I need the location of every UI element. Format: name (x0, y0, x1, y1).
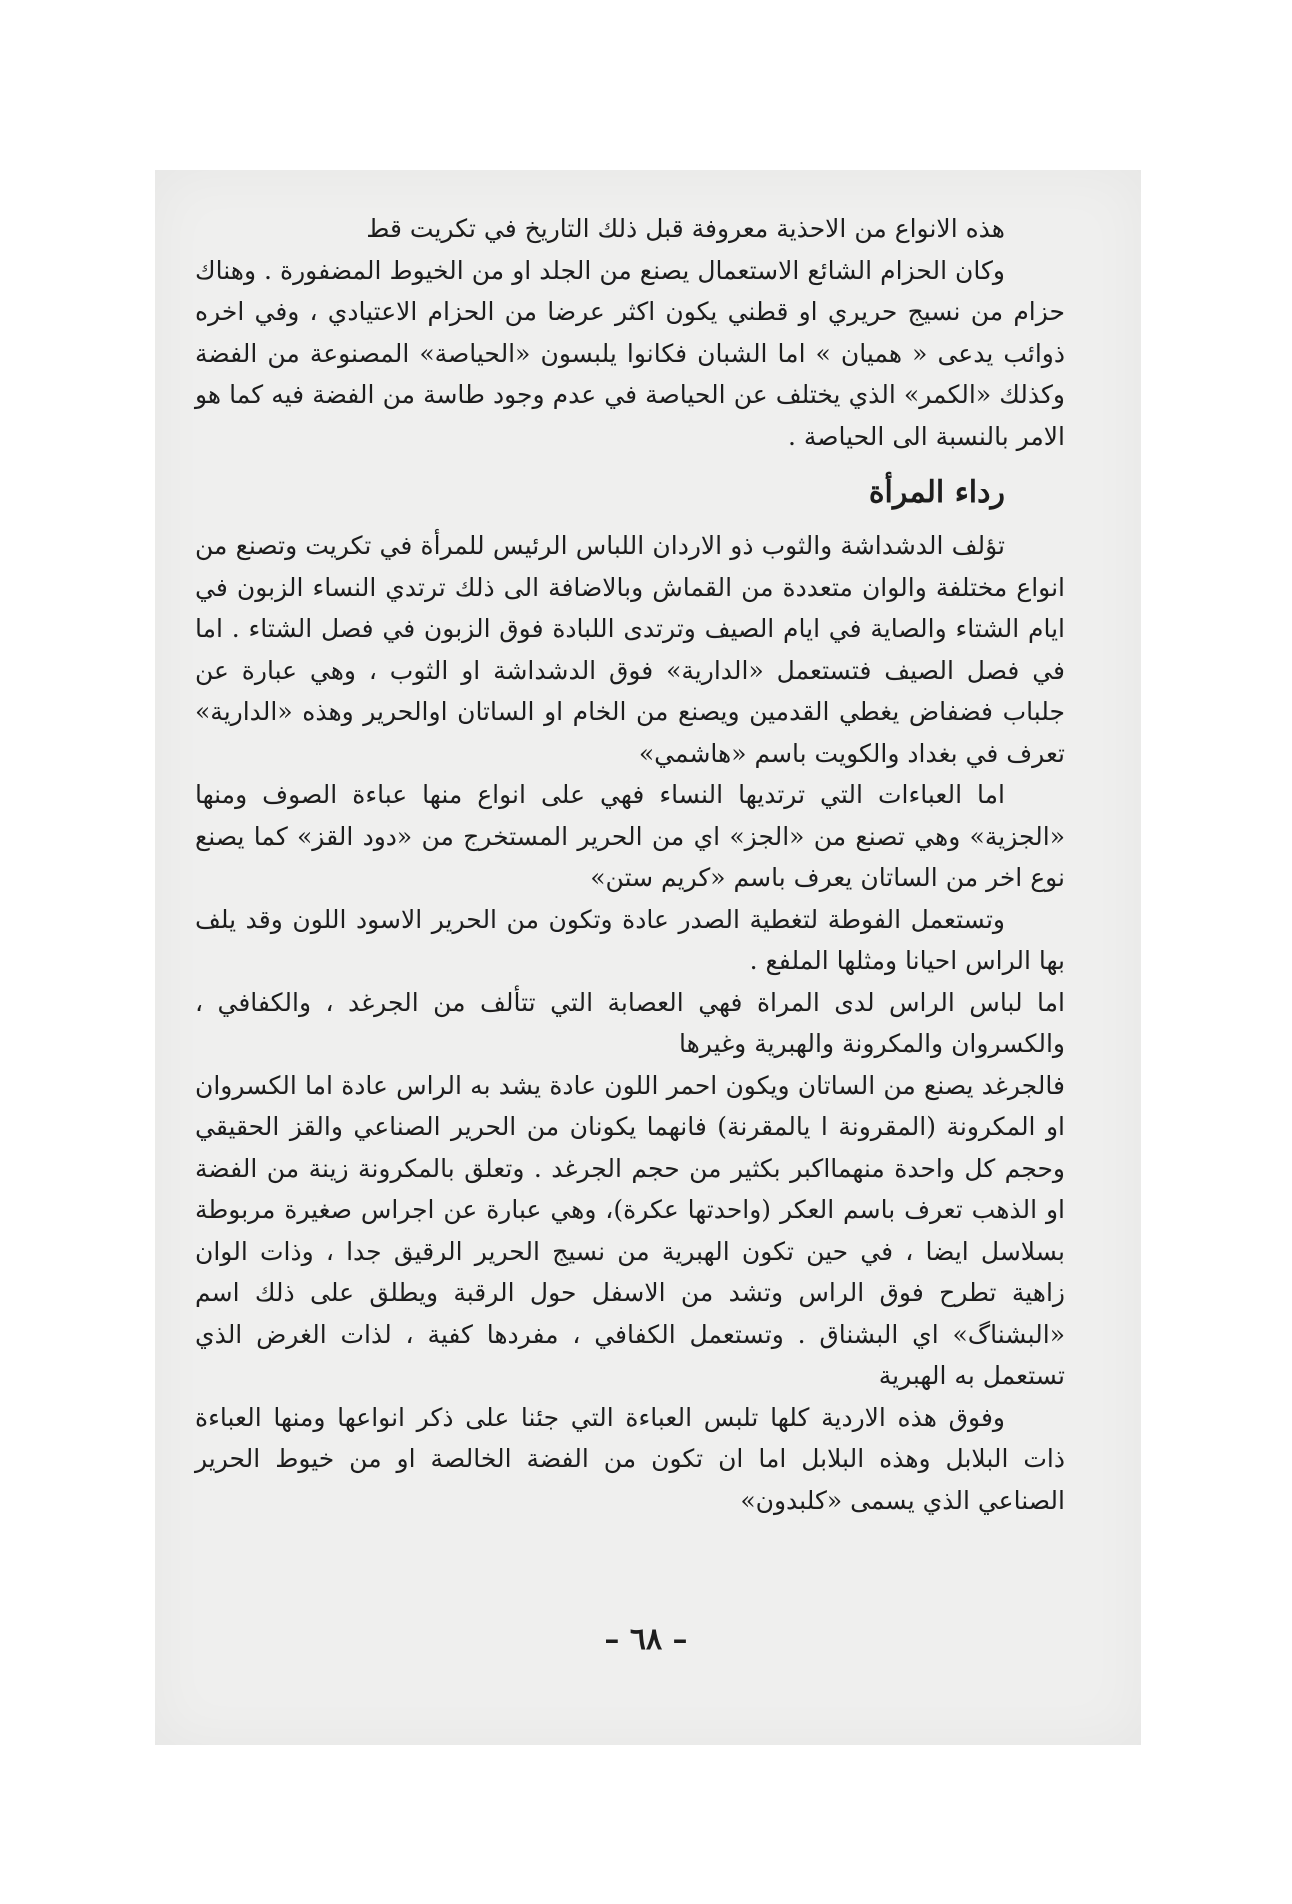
paragraph: وفوق هذه الاردية كلها تلبس العباءة التي جئنا على ذكر انواعها ومنها العباءة ذات البلابل وهذه البلابل اما ان تكون من الفضة الخالصة او من خيوط الحرير الصناعي الذي يسمى «كلبدون» (195, 1402, 1065, 1515)
paragraph: هذه الانواع من الاحذية معروفة قبل ذلك التاريخ في تكريت قط (366, 214, 1005, 243)
paragraph: فالجرغد يصنع من الساتان ويكون احمر اللون عادة يشد به الراس عادة اما الكسروان او المكرونة (المقرونة ا يالمقرنة) فانهما يكونان من الحرير الصناعي والقز الحقيقي وحجم كل واحدة منهمااكبر بكثير من حجم الجرغد . وتعلق بالمكرونة زينة من الفضة او الذهب تعرف باسم العكر (واحدتها عكرة)، وهي عبارة عن اجراس صغيرة مربوطة بسلاسل ايضا ، في حين تكون الهبرية من نسيج الحرير الرقيق جدا ، وذات الوان زاهية تطرح فوق الراس وتشد من الاسفل حول الرقبة ويطلق على ذلك اسم «البشناگ» اي البشناق . وتستعمل الكفافي ، مفردها كفية ، لذات الغرض الذي تستعمل به الهبرية (195, 1070, 1065, 1390)
paragraph: وتستعمل الفوطة لتغطية الصدر عادة وتكون من الحرير الاسود اللون وقد يلف بها الراس احيانا ومثلها الملفع . (195, 904, 1065, 975)
paragraph: اما العباءات التي ترتديها النساء فهي على انواع منها عباءة الصوف ومنها «الجزية» وهي تصنع من «الجز» اي من الحرير المستخرج من «دود القز» كما يصنع نوع اخر من الساتان يعرف باسم «كريم ستن» (195, 780, 1065, 892)
paragraph: تؤلف الدشداشة والثوب ذو الاردان اللباس الرئيس للمرأة في تكريت وتصنع من انواع مختلفة والوان متعددة من القماش وبالاضافة الى ذلك ترتدي النساء الزبون في ايام الشتاء والصاية في ايام الصيف وترتدى اللبادة فوق الزبون في فصل الشتاء . اما في فصل الصيف فتستعمل «الدارية» فوق الدشداشة او الثوب ، وهي عبارة عن جلباب فضفاض يغطي القدمين ويصنع من الخام او الساتان اوالحرير وهذه «الدارية» تعرف في بغداد والكويت باسم «هاشمي» (195, 531, 1065, 768)
section-heading: رداء المرأة (868, 475, 1005, 510)
paragraph: اما لباس الراس لدى المراة فهي العصابة التي تتألف من الجرغد ، والكفافي ، والكسروان والمكرونة والهبرية وغيرها (195, 987, 1065, 1058)
page-number: – ٦٨ – (604, 1622, 688, 1657)
page-body-text (195, 208, 1065, 1521)
paragraph: وكان الحزام الشائع الاستعمال يصنع من الجلد او من الخيوط المضفورة . وهناك حزام من نسيج حريري او قطني يكون اكثر عرضا من الحزام الاعتيادي ، وفي اخره ذوائب يدعى « هميان » اما الشبان فكانوا يلبسون «الحياصة» المصنوعة من الفضة وكذلك «الكمر» الذي يختلف عن الحياصة في عدم وجود طاسة من الفضة فيه كما هو الامر بالنسبة الى الحياصة . (195, 255, 1065, 451)
